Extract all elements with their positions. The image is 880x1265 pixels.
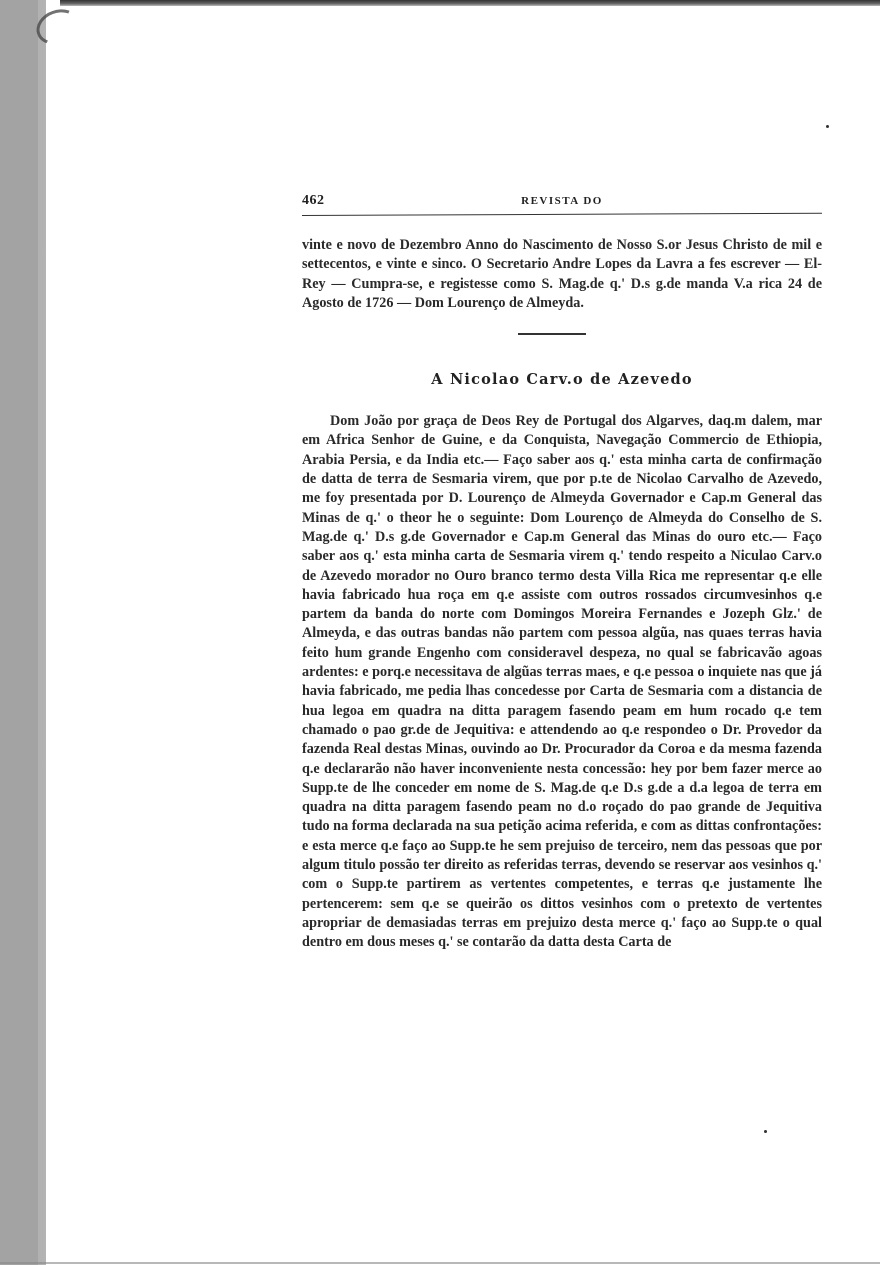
scan-speck [826, 125, 829, 128]
scan-top-edge [60, 0, 880, 6]
section-heading: A Nicolao Carv.o de Azevedo [431, 371, 693, 389]
running-head [302, 193, 822, 215]
page-number: 462 [302, 193, 325, 208]
scan-binding-shadow-inner [0, 0, 38, 1265]
continuation-paragraph: vinte e novo de Dezembro Anno do Nascimento de Nosso S.or Jesus Christo de mil e settecentos, e vinte e sinco. O Secretario Andre Lopes da Lavra a fes escrever — El-Rey — Cumpra-se, e registesse como S. Mag.de q.' D.s g.de manda V.a rica 24 de Agosto de 1726 — Dom Lourenço de Almeyda. [302, 237, 822, 311]
body-paragraph: Dom João por graça de Deos Rey de Portugal dos Algarves, daq.m dalem, mar em Africa Senhor de Guine, e da Conquista, Navegação Commercio de Ethiopia, Arabia Persia, e da India etc.— Faço saber aos q.' esta minha carta de confirmação de datta de terra de Sesmaria virem, que por p.te de Nicolao Carvalho de Azevedo, me foy presentada por D. Lourenço de Almeyda Governador e Cap.m General das Minas de q.' o theor he o seguinte: Dom Lourenço de Almeyda do Conselho de S. Mag.de q.' D.s g.de Governador e Cap.m General das Minas do ouro etc.— Faço saber aos q.' esta minha carta de Sesmaria virem q.' tendo respeito a Niculao Carv.o de Azevedo morador no Ouro branco termo desta Villa Rica me representar q.e elle havia fabricado hua roça em q.e assiste com outros rossados circumvesinhos q.e partem da banda do norte com Domingos Moreira Fernandes e Jozeph Glz.' de Almeyda, e das outras bandas não partem com pessoa algũa, nas quaes terras havia feito hum grande Engenho com consideravel despeza, no qual se fabricavão agoas ardentes: e porq.e necessitava de algũas terras maes, e q.e pessoa o inquiete nas que já havia fabricado, me pedia lhas concedesse por Carta de Sesmaria com a distancia de hua legoa em quadra na ditta paragem fasendo peam em hum rocado q.e tem chamado o pao gr.de de Jequitiva: e attendendo ao q.e respondeo o Dr. Provedor da fazenda Real destas Minas, ouvindo ao Dr. Procurador da Coroa e da mesma fazenda q.e declararão não haver inconveniente nesta concessão: hey por bem fazer merce ao Supp.te de lhe conceder em nome de S. Mag.de q.e D.s g.de a d.a legoa de terra em quadra na ditta paragem fasendo peam no d.o roçado do pao grande de Jequitiva tudo na forma declarada na sua petição acima referida, e com as dittas confrontações: e esta merce q.e faço ao Supp.te he sem prejuiso de terceiro, nem das pessoas que por algum titulo possão ter direito as referidas terras, devendo se reservar aos vesinhos q.' com o Supp.te partirem as vertentes competentes, e terras q.e justamente lhe pertencerem: sem q.e se queirão os dittos vesinhos com o pretexto de vertentes apropriar de demasiadas terras em prejuizo desta merce q.' faço ao Supp.te o qual dentro em dous meses q.' se contarão da datta desta Carta de [302, 413, 822, 951]
document-page [302, 193, 822, 953]
journal-title: REVISTA DO [521, 195, 603, 207]
scan-speck [764, 1130, 767, 1133]
scan-bottom-edge [0, 1262, 880, 1264]
section-separator [518, 333, 586, 335]
